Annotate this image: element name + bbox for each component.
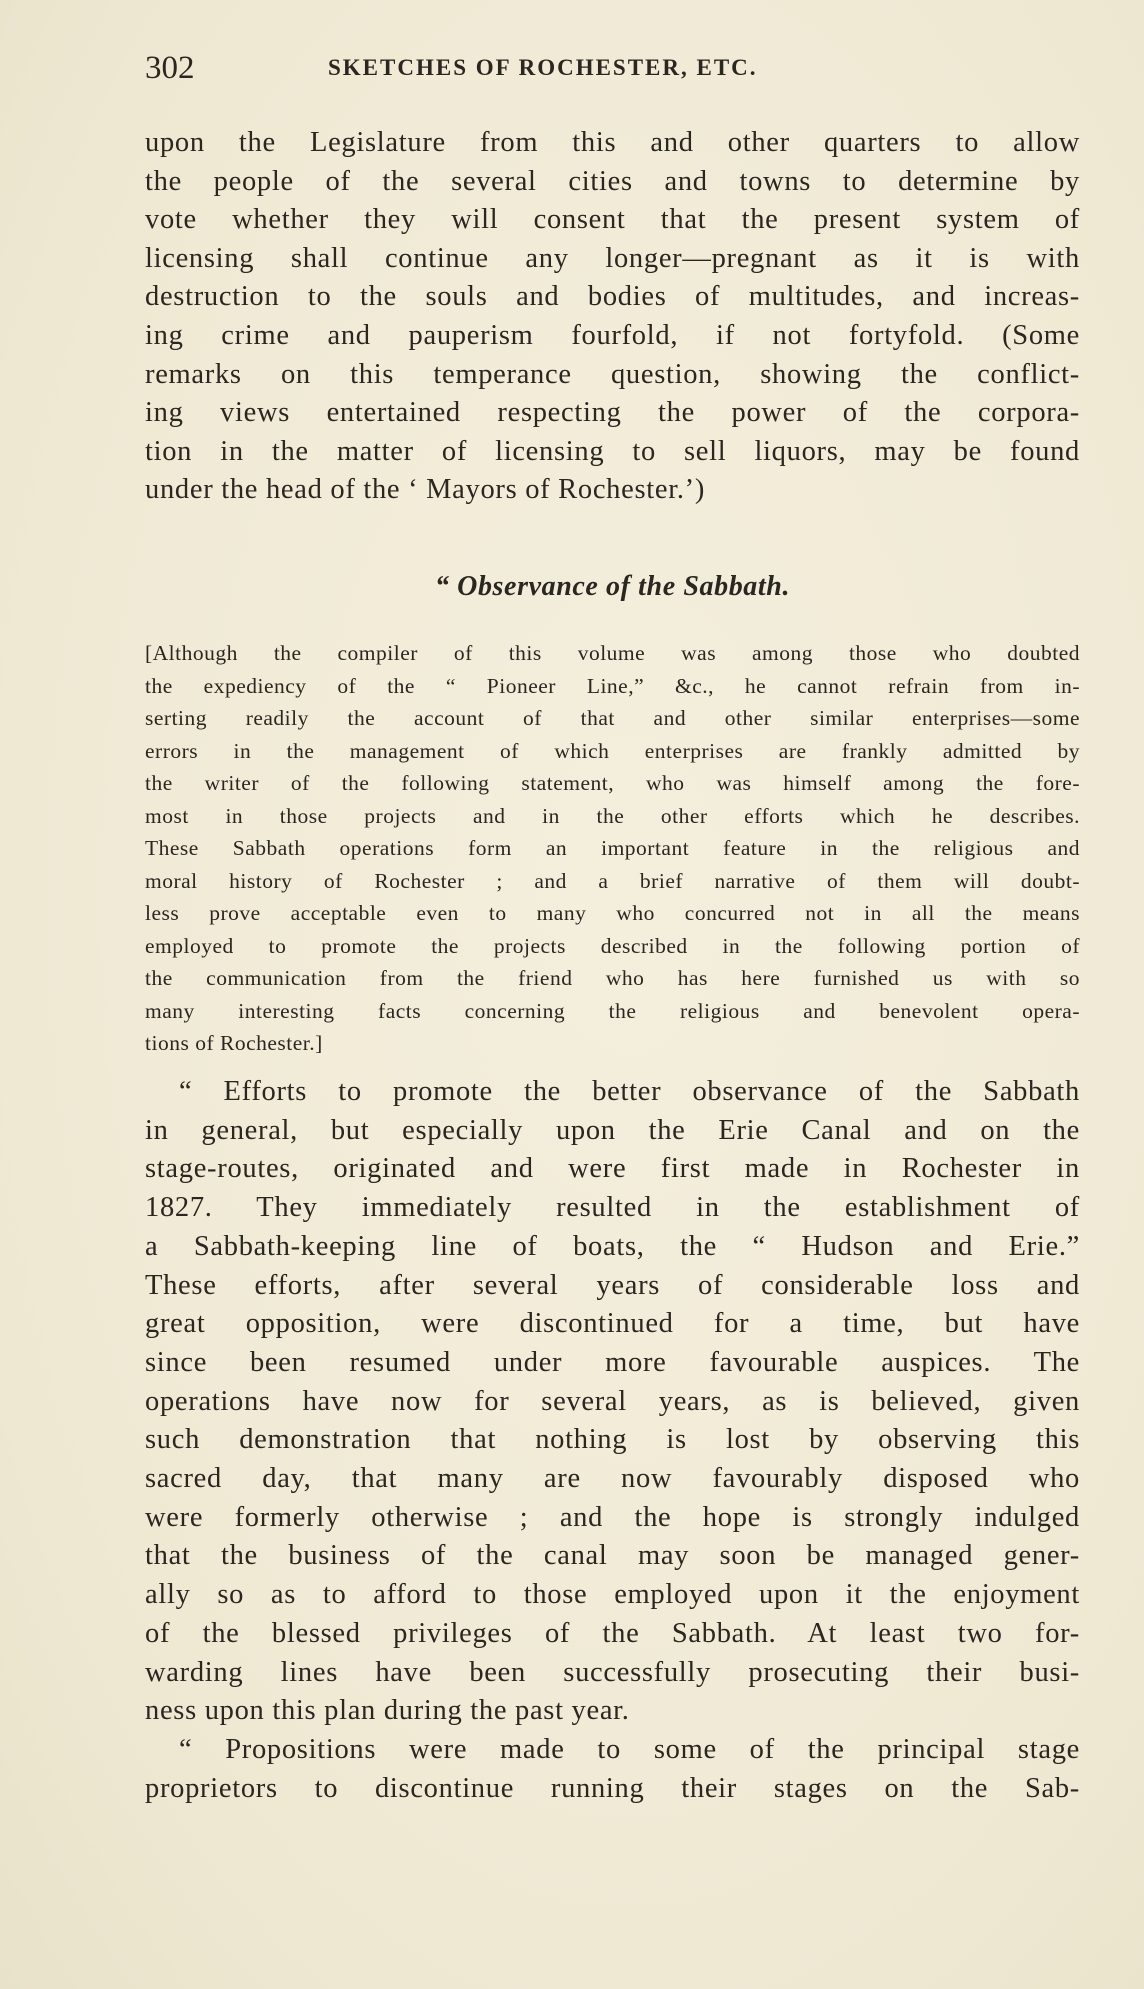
note-line: serting readily the account of that and other similar enterprises—some xyxy=(145,706,1080,730)
paragraph-temperance xyxy=(145,124,1080,510)
text-line xyxy=(145,1731,1080,1770)
note-line: employed to promote the projects described in the following portion of xyxy=(145,933,1080,958)
text-line: under the head of the ‘ Mayors of Rochester.’) xyxy=(145,474,706,506)
text-line: operations have now for several years, as is believed, given xyxy=(145,1385,1080,1417)
text-line: warding lines have been successfully prosecuting their busi- xyxy=(145,1656,1080,1688)
text-line: proprietors to discontinue running their stages on the Sab- xyxy=(145,1772,1080,1804)
note-line: [Although the compiler of this volume was among those who doubted xyxy=(145,641,1080,665)
note-line: many interesting facts concerning the religious and benevolent opera- xyxy=(145,998,1080,1023)
note-line: less prove acceptable even to many who concurred not in all the means xyxy=(145,901,1080,925)
text-line: destruction to the souls and bodies of multitudes, and increas- xyxy=(145,281,1080,313)
text-line: were formerly otherwise ; and the hope is strongly indulged xyxy=(145,1501,1080,1533)
text-line xyxy=(145,1073,1080,1112)
paragraph-sabbath xyxy=(145,1073,1080,1808)
text-line: tion in the matter of licensing to sell liquors, may be found xyxy=(145,435,1080,467)
text-line-content: “ Propositions were made to some of the principal stage xyxy=(179,1733,1080,1765)
note-line: the communication from the friend who has here furnished us with so xyxy=(145,966,1080,990)
text-line: vote whether they will consent that the present system of xyxy=(145,204,1080,236)
text-line: since been resumed under more favourable auspices. The xyxy=(145,1346,1080,1378)
note-line: moral history of Rochester ; and a brief narrative of them will doubt- xyxy=(145,868,1080,893)
note-line: most in those projects and in the other efforts which he describes. xyxy=(145,803,1080,828)
text-line: stage-routes, originated and were first made in Rochester in xyxy=(145,1153,1080,1185)
text-line: ness upon this plan during the past year. xyxy=(145,1695,630,1727)
section-title: “ Observance of the Sabbath. xyxy=(434,571,791,602)
text-line: of the blessed privileges of the Sabbath. At least two for- xyxy=(145,1617,1080,1649)
text-line: that the business of the canal may soon be managed gener- xyxy=(145,1540,1080,1572)
note-line: tions of Rochester.] xyxy=(145,1031,323,1055)
text-line: ally so as to afford to those employed upon it the enjoyment xyxy=(145,1579,1080,1611)
note-line: errors in the management of which enterprises are frankly admitted by xyxy=(145,738,1080,763)
text-line-content: “ Efforts to promote the better observance of the Sabbath xyxy=(179,1076,1080,1107)
text-line: a Sabbath-keeping line of boats, the “ Hudson and Erie.” xyxy=(145,1230,1080,1262)
text-line: in general, but especially upon the Erie Canal and on the xyxy=(145,1114,1080,1146)
note-line: the writer of the following statement, who was himself among the fore- xyxy=(145,771,1080,795)
note-line: the expediency of the “ Pioneer Line,” &c., he cannot refrain from in- xyxy=(145,673,1080,698)
running-title: SKETCHES OF ROCHESTER, ETC. xyxy=(328,55,758,80)
text-line: sacred day, that many are now favourably disposed who xyxy=(145,1463,1080,1495)
note-line: These Sabbath operations form an important feature in the religious and xyxy=(145,836,1080,860)
page-number: 302 xyxy=(145,50,195,86)
text-line: These efforts, after several years of considerable loss and xyxy=(145,1269,1080,1301)
text-line: licensing shall continue any longer—pregnant as it is with xyxy=(145,242,1080,274)
text-line: ing views entertained respecting the power of the corpora- xyxy=(145,397,1080,429)
text-line: such demonstration that nothing is lost by observing this xyxy=(145,1424,1080,1456)
page-header xyxy=(145,48,990,88)
editorial-note xyxy=(145,637,1080,1060)
text-line: remarks on this temperance question, showing the conflict- xyxy=(145,358,1080,390)
text-line: upon the Legislature from this and other quarters to allow xyxy=(145,127,1080,158)
text-line: 1827. They immediately resulted in the establishment of xyxy=(145,1192,1080,1224)
text-line: great opposition, were discontinued for a time, but have xyxy=(145,1308,1080,1340)
text-line: the people of the several cities and towns to determine by xyxy=(145,165,1080,197)
text-line: ing crime and pauperism fourfold, if not fortyfold. (Some xyxy=(145,319,1080,351)
